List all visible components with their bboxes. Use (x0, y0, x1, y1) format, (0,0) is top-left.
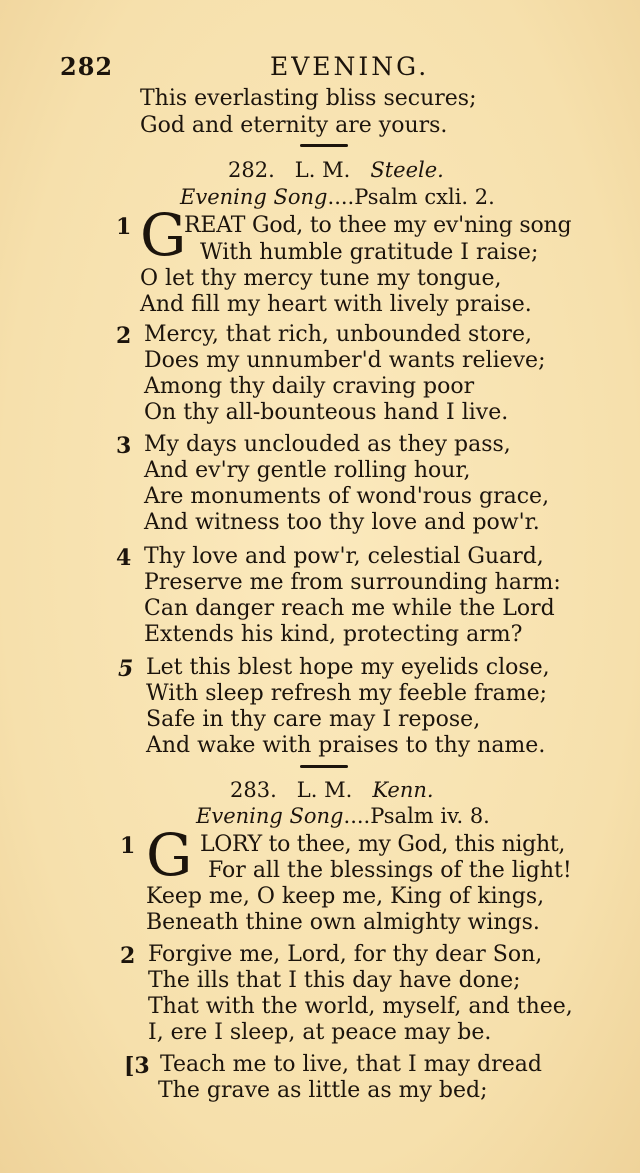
verse-line: Can danger reach me while the Lord (144, 596, 555, 621)
verse-line: Preserve me from surrounding harm: (144, 570, 561, 595)
page-number: 282 (60, 52, 114, 81)
verse-line: Let this blest hope my eyelids close, (146, 655, 550, 680)
verse-line: For all the blessings of the light! (208, 858, 572, 883)
hymn-subtitle-dots: .... (343, 804, 371, 828)
verse-line: Among thy daily craving poor (144, 374, 475, 399)
section-divider (300, 765, 348, 768)
carryover-line: This everlasting bliss secures; (140, 86, 477, 111)
stanza-number: [3 (124, 1053, 150, 1079)
verse-line: Extends his kind, protecting arm? (144, 622, 523, 647)
verse-line: Are monuments of wond'rous grace, (144, 484, 550, 509)
verse-line: Does my unnumber'd wants relieve; (144, 348, 546, 373)
stanza-number: 3 (116, 433, 132, 459)
verse-line: Teach me to live, that I may dread (160, 1052, 542, 1077)
verse-line: Keep me, O keep me, King of kings, (146, 884, 545, 909)
verse-line: Mercy, that rich, unbounded store, (144, 322, 532, 347)
hymn-number: 283. (230, 778, 277, 802)
hymn-heading (228, 158, 444, 182)
hymn-heading (230, 778, 434, 802)
verse-line: The ills that I this day have done; (148, 968, 521, 993)
verse-line: I, ere I sleep, at peace may be. (148, 1020, 492, 1045)
hymn-meter: L. M. (296, 778, 353, 802)
hymn-meter: L. M. (294, 158, 351, 182)
verse-line: Safe in thy care may I repose, (146, 707, 481, 732)
running-title: EVENING. (270, 52, 430, 81)
verse-line: My days unclouded as they pass, (144, 432, 511, 457)
stanza-number: 5 (118, 656, 134, 682)
verse-line: On thy all-bounteous hand I live. (144, 400, 509, 425)
verse-line: And witness too thy love and pow'r. (144, 510, 540, 535)
verse-line: LORY to thee, my God, this night, (200, 832, 566, 857)
hymn-subtitle (196, 804, 490, 828)
hymn-subtitle-ref: Psalm cxli. 2. (354, 185, 495, 209)
stanza-number: 2 (120, 943, 136, 969)
hymn-subtitle-title: Evening Song (196, 804, 344, 828)
hymn-subtitle-ref: Psalm iv. 8. (370, 804, 490, 828)
stanza-number: 1 (116, 214, 132, 240)
verse-line: The grave as little as my bed; (158, 1078, 488, 1103)
stanza-number: 2 (116, 323, 132, 349)
stanza-number: 1 (120, 833, 136, 859)
verse-line: With humble gratitude I raise; (200, 240, 539, 265)
hymn-number: 282. (228, 158, 275, 182)
verse-line: That with the world, myself, and thee, (148, 994, 573, 1019)
verse-line: REAT God, to thee my ev'ning song (184, 213, 572, 238)
verse-line: Forgive me, Lord, for thy dear Son, (148, 942, 543, 967)
stanza-number: 4 (116, 545, 132, 571)
hymn-subtitle-dots: .... (327, 185, 355, 209)
hymn-subtitle (180, 185, 495, 209)
verse-line: O let thy mercy tune my tongue, (140, 266, 502, 291)
hymn-subtitle-title: Evening Song (180, 185, 328, 209)
verse-line: And wake with praises to thy name. (146, 733, 546, 758)
verse-line: Beneath thine own almighty wings. (146, 910, 540, 935)
verse-line: With sleep refresh my feeble frame; (146, 681, 548, 706)
verse-line: Thy love and pow'r, celestial Guard, (144, 544, 544, 569)
drop-cap: G (146, 821, 193, 889)
verse-line: And fill my heart with lively praise. (140, 292, 532, 317)
section-divider (300, 144, 348, 147)
drop-cap: G (140, 201, 187, 269)
hymn-author: Kenn. (372, 778, 434, 802)
carryover-line: God and eternity are yours. (140, 113, 448, 138)
hymn-author: Steele. (370, 158, 444, 182)
verse-line: And ev'ry gentle rolling hour, (144, 458, 471, 483)
